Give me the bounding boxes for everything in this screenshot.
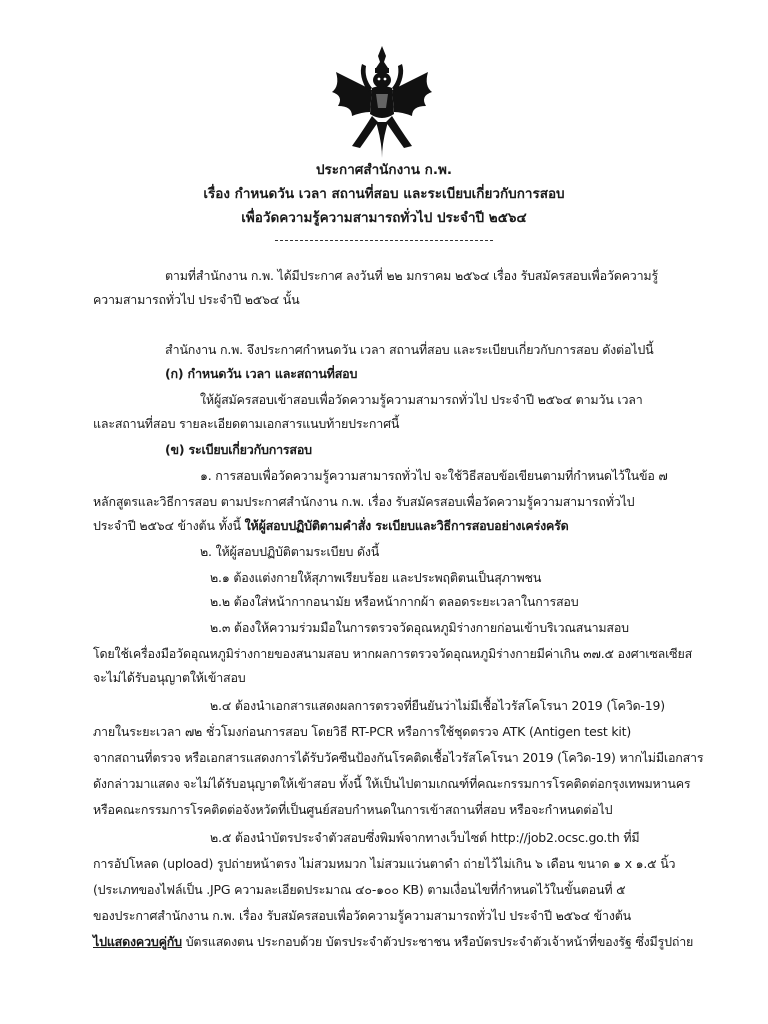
body-line: ๒.๒ ต้องใส่หน้ากากอนามัย หรือหน้ากากผ้า ตลอดระยะเวลาในการสอบ [210, 594, 579, 609]
section-heading-a: (ก) กำหนดวัน เวลา และสถานที่สอบ [165, 366, 358, 381]
body-line: ๒.๔ ต้องนำเอกสารแสดงผลการตรวจที่ยืนยันว่าไม่มีเชื้อไวรัสโคโรนา 2019 (โควิด-19) [210, 698, 665, 713]
emphasis-text: ให้ผู้สอบปฏิบัติตามคำสั่ง ระเบียบและวิธีการสอบอย่างเคร่งครัด [244, 518, 569, 533]
body-line: (ประเภทของไฟล์เป็น .JPG ความละเอียดประมาณ ๔๐-๑๐๐ KB) ตามเงื่อนไขที่กำหนดไว้ในขั้นตอนที่ ๕ [93, 882, 626, 897]
body-text: บัตรแสดงตน ประกอบด้วย บัตรประจำตัวประชาชน หรือบัตรประจำตัวเจ้าหน้าที่ของรัฐ ซึ่งมีรูปถ่าย [181, 934, 694, 949]
announcement-title: ประกาศสำนักงาน ก.พ. [315, 162, 453, 178]
section-heading-b: (ข) ระเบียบเกี่ยวกับการสอบ [165, 442, 312, 457]
body-line: ตามที่สำนักงาน ก.พ. ได้มีประกาศ ลงวันที่ ๒๒ มกราคม ๒๕๖๔ เรื่อง รับสมัครสอบเพื่อวัดความรู้ [165, 268, 658, 283]
garuda-emblem [322, 42, 442, 162]
body-line [93, 934, 693, 950]
emphasis-underlined-text: ไปแสดงควบคู่กับ [93, 934, 182, 949]
body-line: หรือคณะกรรมการโรคติดต่อจังหวัดที่เป็นศูนย์สอบกำหนดในการเข้าสถานที่สอบ หรือจะกำหนดต่อไป [93, 802, 613, 817]
announcement-subject-cont: เพื่อวัดความรู้ความสามารถทั่วไป ประจำปี ๒๕๖๔ [241, 210, 527, 226]
body-line: จะไม่ได้รับอนุญาตให้เข้าสอบ [93, 670, 246, 685]
body-line: ให้ผู้สมัครสอบเข้าสอบเพื่อวัดความรู้ความสามารถทั่วไป ประจำปี ๒๕๖๔ ตามวัน เวลา [200, 392, 643, 407]
body-line: ภายในระยะเวลา ๗๒ ชั่วโมงก่อนการสอบ โดยวิธี RT-PCR หรือการใช้ชุดตรวจ ATK (Antigen test kit) [93, 724, 632, 739]
body-line: ความสามารถทั่วไป ประจำปี ๒๕๖๔ นั้น [93, 292, 300, 307]
body-line: ๑. การสอบเพื่อวัดความรู้ความสามารถทั่วไป จะใช้วิธีสอบข้อเขียนตามที่กำหนดไว้ในข้อ ๗ [200, 468, 668, 483]
body-line: สำนักงาน ก.พ. จึงประกาศกำหนดวัน เวลา สถานที่สอบ และระเบียบเกี่ยวกับการสอบ ดังต่อไปนี้ [165, 342, 654, 357]
body-line: หลักสูตรและวิธีการสอบ ตามประกาศสำนักงาน ก.พ. เรื่อง รับสมัครสอบเพื่อวัดความรู้ความสามารถทั่วไป [93, 494, 635, 509]
body-line: การอัปโหลด (upload) รูปถ่ายหน้าตรง ไม่สวมหมวก ไม่สวมแว่นตาดำ ถ่ายไว้ไม่เกิน ๖ เดือน ขนาด ๑ x ๑.๕ นิ้ว [93, 856, 676, 871]
body-line: โดยใช้เครื่องมือวัดอุณหภูมิร่างกายของสนามสอบ หากผลการตรวจวัดอุณหภูมิร่างกายมีค่าเกิน ๓๗.๕ องศาเซลเซียส [93, 646, 693, 661]
body-text: ประจำปี ๒๕๖๔ ข้างต้น ทั้งนี้ [93, 518, 245, 533]
header-divider [275, 240, 493, 241]
announcement-subject: เรื่อง กำหนดวัน เวลา สถานที่สอบ และระเบียบเกี่ยวกับการสอบ [203, 186, 565, 202]
body-line: ๒.๑ ต้องแต่งกายให้สุภาพเรียบร้อย และประพฤติตนเป็นสุภาพชน [210, 570, 542, 585]
body-line: จากสถานที่ตรวจ หรือเอกสารแสดงการได้รับวัคซีนป้องกันโรคติดเชื้อไวรัสโคโรนา 2019 (โควิด-19) หากไม่มีเอกสาร [93, 750, 704, 765]
body-line: ๒. ให้ผู้สอบปฏิบัติตามระเบียบ ดังนี้ [200, 544, 380, 559]
body-line: ของประกาศสำนักงาน ก.พ. เรื่อง รับสมัครสอบเพื่อวัดความรู้ความสามารถทั่วไป ประจำปี ๒๕๖๔ ข้างต้น [93, 908, 632, 923]
body-line: ดังกล่าวมาแสดง จะไม่ได้รับอนุญาตให้เข้าสอบ ทั้งนี้ ให้เป็นไปตามเกณฑ์ที่คณะกรรมการโรคติดต่อกรุงเทพมหานคร [93, 776, 691, 791]
body-line: ๒.๓ ต้องให้ความร่วมมือในการตรวจวัดอุณหภูมิร่างกายก่อนเข้าบริเวณสนามสอบ [210, 620, 629, 635]
body-line [93, 518, 569, 534]
body-line: และสถานที่สอบ รายละเอียดตามเอกสารแนบท้ายประกาศนี้ [93, 416, 400, 431]
body-line: ๒.๕ ต้องนำบัตรประจำตัวสอบซึ่งพิมพ์จากทางเว็บไซต์ http://job2.ocsc.go.th ที่มี [210, 830, 640, 845]
